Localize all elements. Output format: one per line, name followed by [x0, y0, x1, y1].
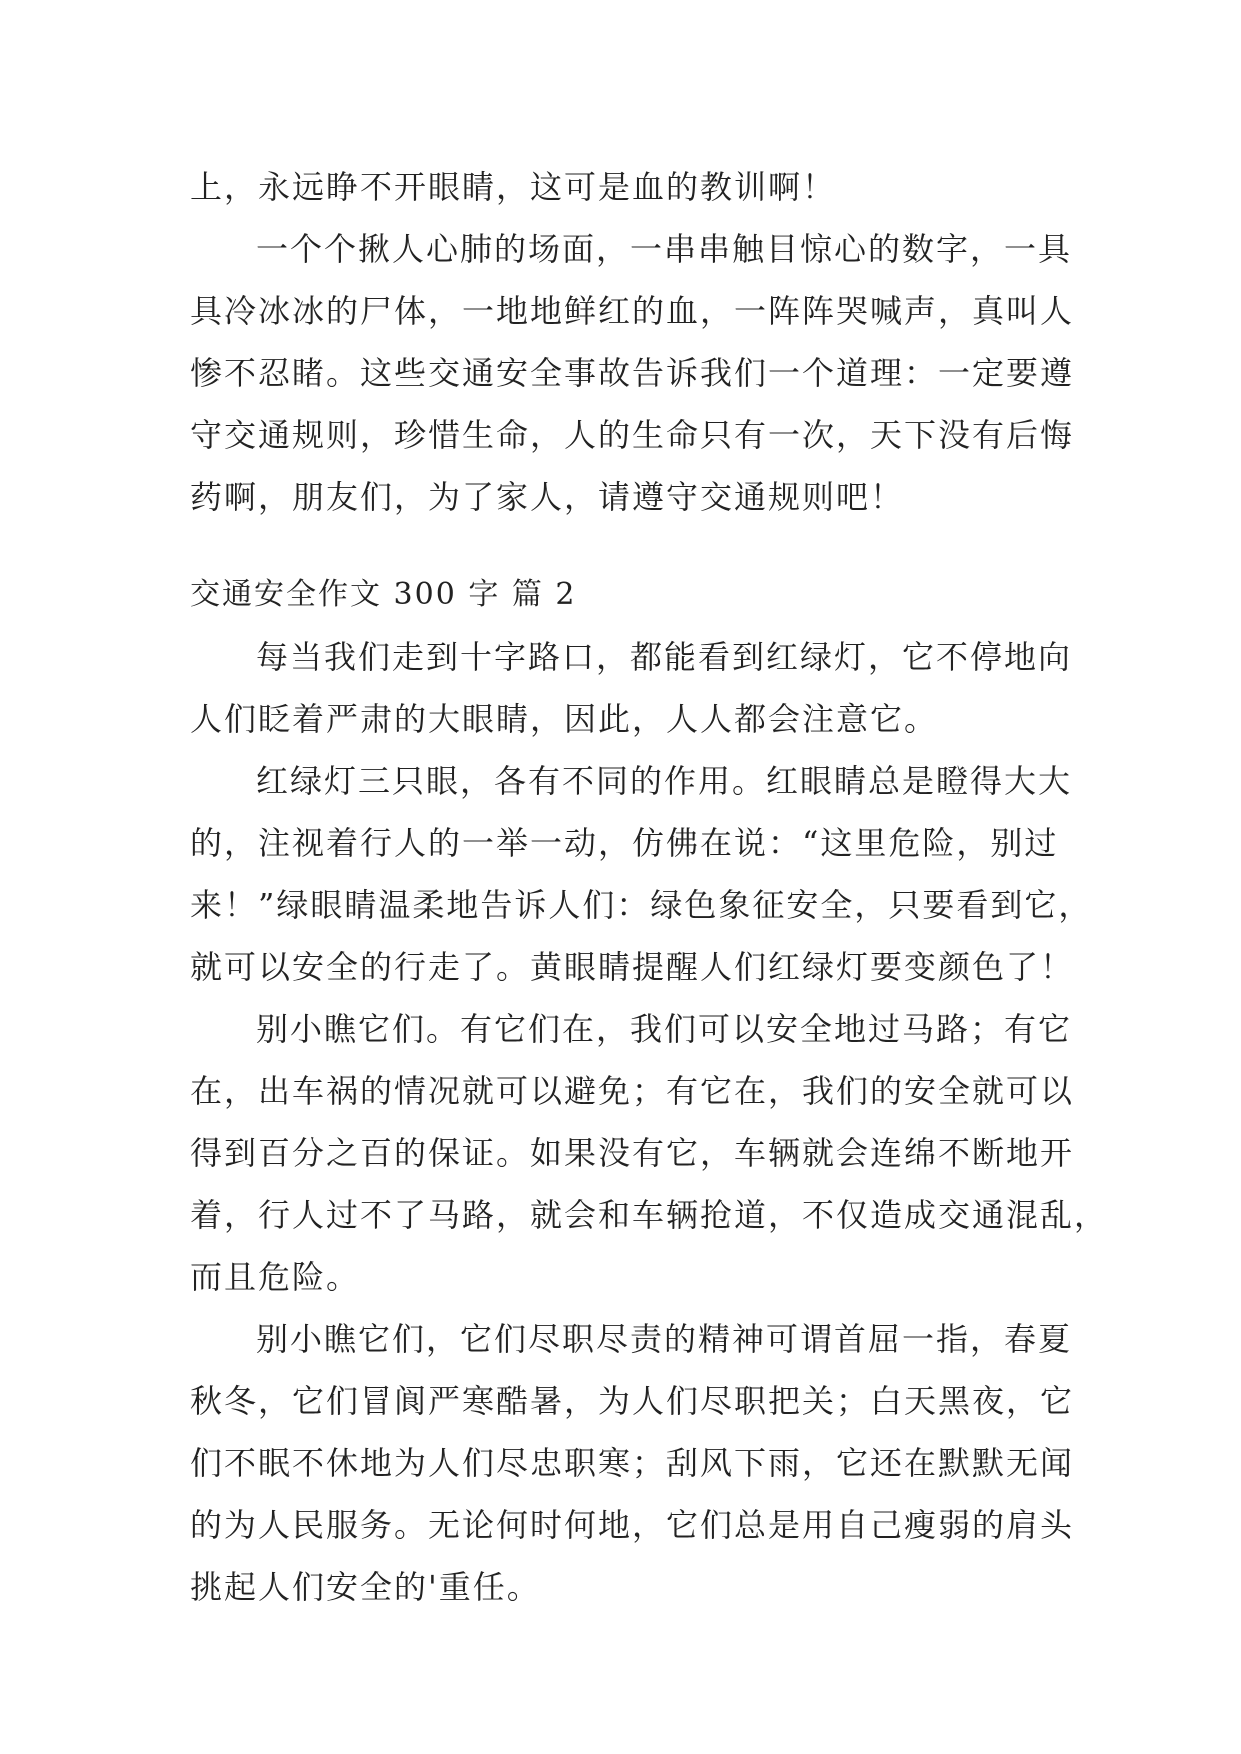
paragraph-line: 来！”绿眼睛温柔地告诉人们：绿色象征安全，只要看到它，: [190, 886, 1093, 924]
paragraph-line: 的，注视着行人的一举一动，仿佛在说：“这里危险，别过: [190, 824, 1059, 862]
section-heading: 交通安全作文 300 字 篇 2: [190, 577, 577, 612]
paragraph-line: 而且危险。: [190, 1258, 361, 1296]
paragraph-line: 得到百分之百的保证。如果没有它，车辆就会连绵不断地开: [190, 1134, 1075, 1172]
paragraph-line: 着，行人过不了马路，就会和车辆抢道，不仅造成交通混乱，: [190, 1196, 1109, 1234]
paragraph-line: 惨不忍睹。这些交通安全事故告诉我们一个道理：一定要遵: [190, 354, 1075, 392]
text-block-top: [190, 156, 1075, 528]
paragraph-line: 具冷冰冰的尸体，一地地鲜红的血，一阵阵哭喊声，真叫人: [190, 292, 1075, 330]
paragraph-line: 守交通规则，珍惜生命，人的生命只有一次，天下没有后悔: [190, 416, 1075, 454]
paragraph-line: 的为人民服务。无论何时何地，它们总是用自己瘦弱的肩头: [190, 1506, 1075, 1544]
paragraph-line: 别小瞧它们。有它们在，我们可以安全地过马路；有它: [256, 1010, 1073, 1048]
paragraph-line: 们不眠不休地为人们尽忠职寒；刮风下雨，它还在默默无闻: [190, 1444, 1075, 1482]
paragraph-line: 挑起人们安全的'重任。: [190, 1568, 541, 1606]
paragraph-line: 一个个揪人心肺的场面，一串串触目惊心的数字，一具: [256, 230, 1073, 268]
paragraph-line: 就可以安全的行走了。黄眼睛提醒人们红绿灯要变颜色了！: [190, 948, 1075, 986]
paragraph-5: [190, 1308, 1075, 1618]
paragraph-line: 别小瞧它们，它们尽职尽责的精神可谓首屈一指，春夏: [256, 1320, 1073, 1358]
text-block-section-2: [190, 564, 1109, 1618]
paragraph-line: 人们眨着严肃的大眼睛，因此，人人都会注意它。: [190, 700, 939, 738]
paragraph-line: 每当我们走到十字路口，都能看到红绿灯，它不停地向: [256, 638, 1073, 676]
paragraph-line: 药啊，朋友们，为了家人，请遵守交通规则吧！: [190, 478, 905, 516]
paragraph-4: [190, 998, 1109, 1308]
paragraph-line: 在，出车祸的情况就可以避免；有它在，我们的安全就可以: [190, 1072, 1075, 1110]
paragraph-1: [190, 218, 1075, 528]
paragraph-3: [190, 750, 1093, 998]
paragraph-line: 红绿灯三只眼，各有不同的作用。红眼睛总是瞪得大大: [256, 762, 1073, 800]
paragraph-2: [190, 626, 1073, 750]
paragraph-line: 秋冬，它们冒阆严寒酷暑，为人们尽职把关；白天黑夜，它: [190, 1382, 1075, 1420]
continuation-line: 上，永远睁不开眼睛，这可是血的教训啊！: [190, 168, 837, 206]
